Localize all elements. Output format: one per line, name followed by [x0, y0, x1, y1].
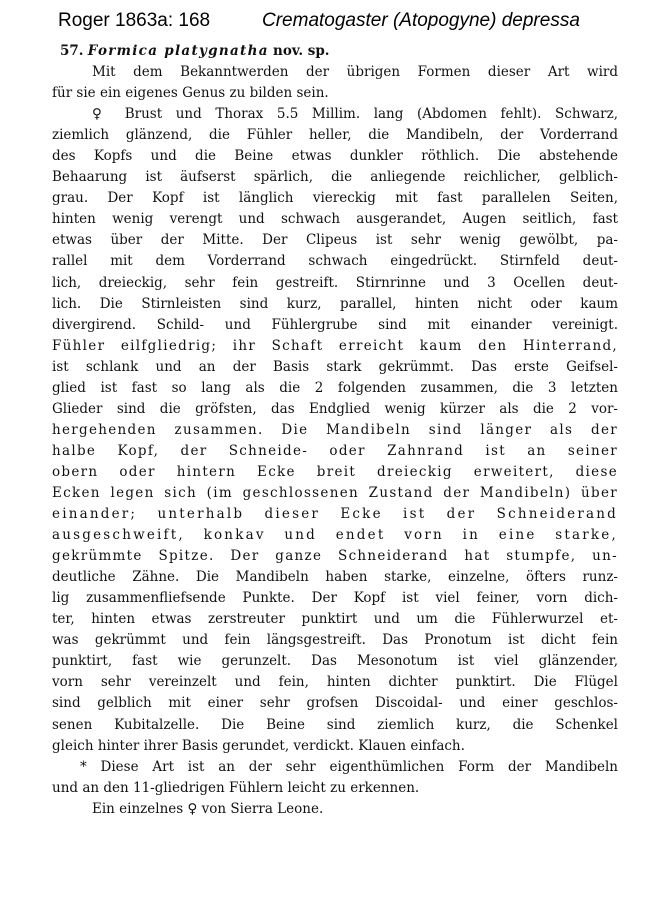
- text-line: des Kopfs und die Beine etwas dunkler röthlich. Die abstehende: [52, 148, 618, 165]
- text-line: gekrümmte Spitze. Der ganze Schneiderand hat stumpfe, un-: [52, 548, 618, 565]
- taxon-label: Crematogaster (Atopogyne) depressa: [262, 10, 580, 31]
- text-line: sind gelblich mit einer sehr grofsen Discoidal- und einer geschlos-: [52, 695, 618, 712]
- text-line: Behaarung ist äufserst spärlich, die anliegende reichlicher, gelblich-: [52, 169, 618, 186]
- text-line: lig zusammenfliefsende Punkte. Der Kopf ist viel feiner, vorn dich-: [52, 590, 618, 607]
- text-line: etwas über der Mitte. Der Clipeus ist sehr wenig gewölbt, pa-: [52, 232, 618, 249]
- text-line: halbe Kopf, der Schneide- oder Zahnrand ist an seiner: [52, 442, 618, 459]
- entry-heading: [52, 41, 618, 62]
- text-line: ter, hinten etwas zerstreuter punktirt und um die Fühlerwurzel et-: [52, 611, 618, 628]
- text-line: ziemlich glänzend, die Fühler heller, die Mandibeln, der Vorderrand: [52, 127, 618, 144]
- text-line: * Diese Art ist an der sehr eigenthümlichen Form der Mandibeln: [80, 758, 618, 775]
- text-line: ausgeschweift, konkav und endet vorn in eine starke,: [52, 527, 618, 544]
- text-line: vorn sehr vereinzelt und fein, hinten dichter punktirt. Die Flügel: [52, 674, 618, 691]
- text-line: Ein einzelnes ♀ von Sierra Leone.: [92, 800, 324, 817]
- text-line: rallel mit dem Vorderrand schwach eingedrückt. Stirnfeld deut-: [52, 253, 618, 270]
- text-line: ist schlank und an der Basis stark gekrümmt. Das erste Geifsel-: [52, 358, 618, 375]
- text-line: senen Kubitalzelle. Die Beine sind ziemlich kurz, die Schenkel: [52, 716, 618, 733]
- text-line: ♀ Brust und Thorax 5.5 Millim. lang (Abdomen fehlt). Schwarz,: [92, 106, 618, 123]
- text-line: lich, dreieckig, sehr fein gestreift. Stirnrinne und 3 Ocellen deut-: [52, 274, 618, 291]
- text-line: einander; unterhalb dieser Ecke ist der Schneiderand: [52, 506, 618, 523]
- document-page: [52, 41, 618, 820]
- text-line: glied ist fast so lang als die 2 folgenden zusammen, die 3 letzten: [52, 379, 618, 396]
- text-line: hergehenden zusammen. Die Mandibeln sind länger als der: [52, 421, 618, 438]
- text-line: Fühler eilfgliedrig; ihr Schaft erreicht kaum den Hinterrand,: [52, 337, 618, 354]
- citation-label: Roger 1863a: 168: [58, 10, 211, 31]
- text-line: für sie ein eigenes Genus zu bilden sein.: [52, 85, 329, 102]
- text-line: Mit dem Bekanntwerden der übrigen Formen dieser Art wird: [92, 64, 618, 81]
- entry-number: 57.: [60, 43, 84, 59]
- text-line: divergirend. Schild- und Fühlergrube sind mit einander vereinigt.: [52, 316, 618, 333]
- text-line: was gekrümmt und fein längsgestreift. Das Pronotum ist dicht fein: [52, 632, 618, 649]
- entry-status: nov. sp.: [273, 43, 330, 59]
- text-line: und an den 11-gliedrigen Fühlern leicht zu erkennen.: [52, 779, 420, 796]
- text-line: gleich hinter ihrer Basis gerundet, verdickt. Klauen einfach.: [52, 737, 465, 754]
- text-line: punktirt, fast wie gerunzelt. Das Mesonotum ist viel glänzender,: [52, 653, 618, 670]
- entry-name: Formica platygnatha: [87, 43, 269, 59]
- text-line: grau. Der Kopf ist länglich viereckig mit fast parallelen Seiten,: [52, 190, 618, 207]
- text-line: lich. Die Stirnleisten sind kurz, parallel, hinten nicht oder kaum: [52, 295, 618, 312]
- text-line: Glieder sind die gröfsten, das Endglied wenig kürzer als die 2 vor-: [52, 400, 618, 417]
- text-line: hinten wenig verengt und schwach ausgerandet, Augen seitlich, fast: [52, 211, 618, 228]
- text-line: Ecken legen sich (im geschlossenen Zustand der Mandibeln) über: [52, 484, 618, 501]
- text-line: obern oder hintern Ecke breit dreieckig erweitert, diese: [52, 463, 618, 480]
- text-line: deutliche Zähne. Die Mandibeln haben starke, einzelne, öfters runz-: [52, 569, 618, 586]
